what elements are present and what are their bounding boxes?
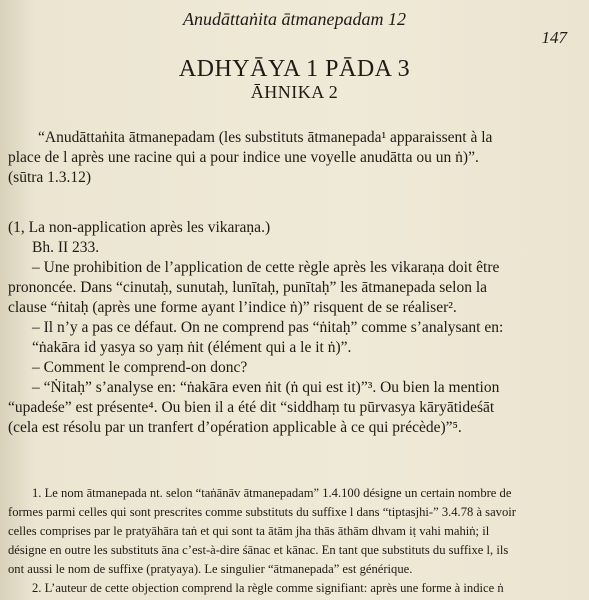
sutra-reference: (sūtra 1.3.12) — [8, 169, 92, 186]
footnote-line: ont aussi le nom de suffixe (pratyaya). Le singulier “ātmanepada” est générique. — [8, 562, 413, 576]
footnote-line: 2. L’auteur de cette objection comprend la règle comme signifiant: après une forme à indice ṅ — [32, 581, 504, 595]
discussion-line: “upadeśe” est présente⁴. Ou bien il a été dit “siddhaṃ tu pūrvasya kāryātideśāt — [8, 399, 495, 416]
discussion-line: clause “ṅitaḥ (après une forme ayant l’indice ṅ)” risquent de se réaliser². — [8, 299, 457, 316]
sutra-block — [8, 128, 583, 188]
running-title: Anudāttaṅita ātmanepadam 12 — [183, 9, 406, 29]
discussion-line: (cela est résolu par un tranfert d’opération applicable à ce qui précède)”⁵. — [8, 419, 462, 436]
discussion-line: – Une prohibition de l’application de cette règle après les vikaraṇa doit être — [32, 259, 500, 276]
footnote-line: formes parmi celles qui sont prescrites comme substituts du suffixe l dans “tiptasjhi-” 3.4.78 à savoir — [8, 505, 516, 519]
section-title: ĀHNIKA 2 — [250, 82, 339, 102]
chapter-title: ADHYĀYA 1 PĀDA 3 — [178, 56, 411, 82]
bhasya-reference: Bh. II 233. — [32, 239, 100, 256]
discussion-line: – Comment le comprend-on donc? — [32, 359, 248, 376]
discussion-block — [8, 218, 583, 438]
discussion-line: – Il n’y a pas ce défaut. On ne comprend pas “ṅitaḥ” comme s’analysant en: — [32, 319, 504, 336]
sutra-line: place de l après une racine qui a pour indice une voyelle anudātta ou un ṅ)”. — [8, 149, 479, 166]
discussion-line: prononcée. Dans “cinutaḥ, sunutaḥ, lunītaḥ, punītaḥ” les ātmanepada selon la — [8, 279, 488, 296]
discussion-line: – “Ṅitaḥ” s’analyse en: “ṅakāra even ṅit (ṅ qui est it)”³. Ou bien la mention — [32, 379, 500, 396]
footnote-line: celles comprises par le pratyāhāra taṅ et qui sont ta ātām jha thās āthām dhvam iṭ vahi mahiṅ; il — [8, 524, 490, 538]
page-number: 147 — [541, 28, 567, 47]
footnote-line: désigne en outre les substituts āna c’est-à-dire śānac et kānac. En tant que substituts du suffixe l, ils — [8, 543, 509, 557]
footnote-line: 1. Le nom ātmanepada nt. selon “taṅānāv ātmanepadam” 1.4.100 désigne un certain nombre de — [32, 486, 512, 500]
discussion-line: “ṅakāra id yasya so yaṃ ṅit (élément qui a le it ṅ)”. — [32, 339, 352, 356]
discussion-topic: (1, La non-application après les vikaraṇa.) — [8, 219, 271, 236]
footnotes — [8, 484, 583, 598]
sutra-line: “Anudāttaṅita ātmanepadam (les substituts ātmanepada¹ apparaissent à la — [38, 129, 493, 146]
